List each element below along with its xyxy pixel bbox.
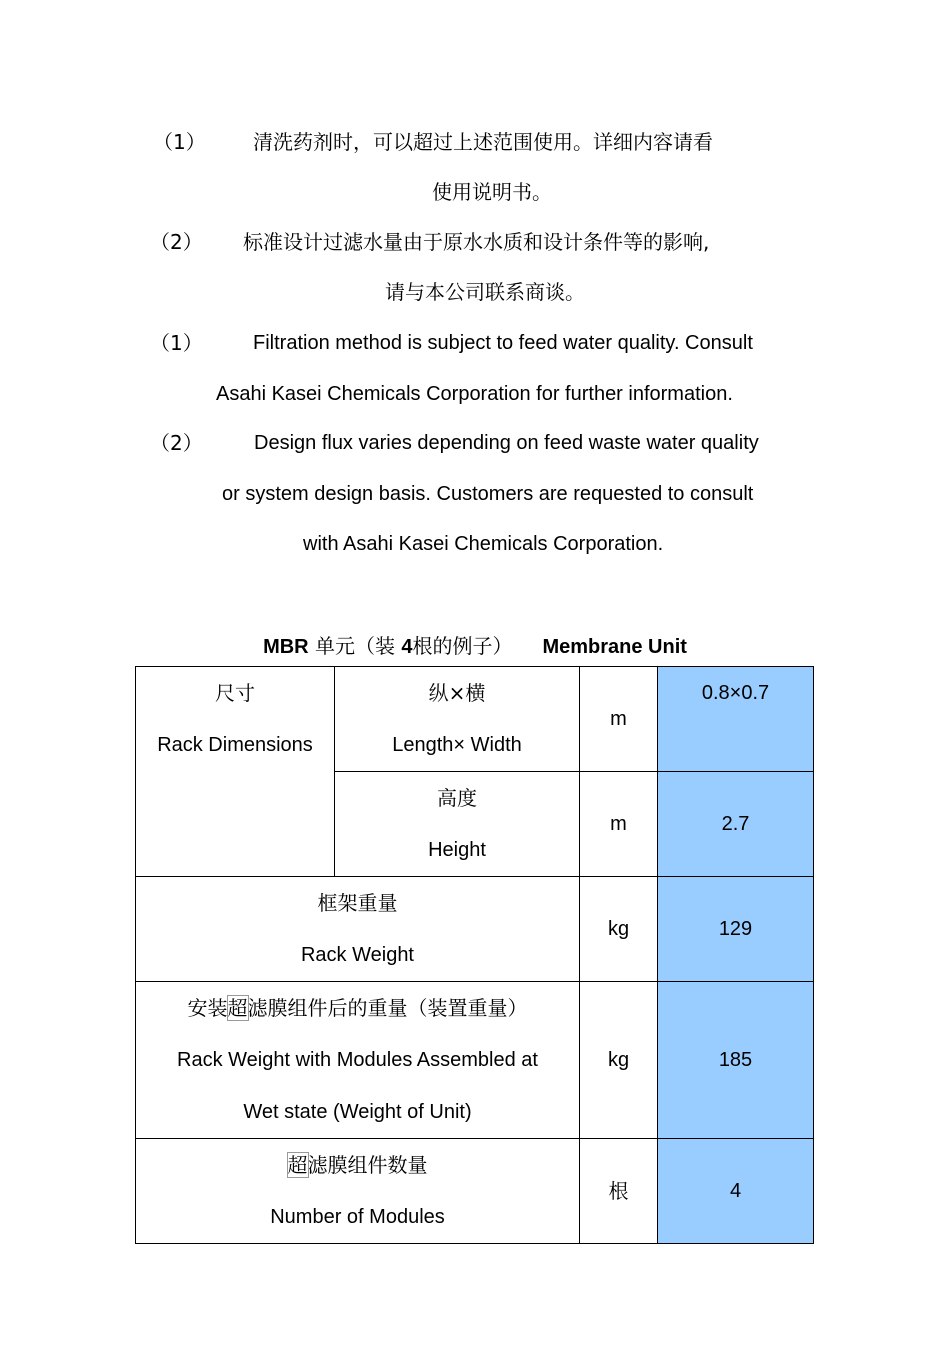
num-cn-b: 滤膜组件数量 bbox=[307, 1153, 428, 1177]
wet-weight-cell bbox=[136, 982, 580, 1139]
note-cn-2-number: （2） bbox=[150, 230, 203, 254]
table-row bbox=[136, 1139, 814, 1244]
dim-cn: 尺寸 bbox=[215, 681, 255, 705]
wet-en-2: Wet state (Weight of Unit) bbox=[243, 1101, 472, 1123]
rw-unit: kg bbox=[580, 877, 658, 982]
lw-en: Length× Width bbox=[392, 734, 522, 756]
rw-en: Rack Weight bbox=[300, 944, 414, 966]
num-cn bbox=[136, 1139, 579, 1191]
table-title bbox=[0, 630, 950, 659]
rack-weight-cell bbox=[136, 877, 580, 982]
table-row bbox=[136, 877, 814, 982]
note-cn-2-line2: 请与本公司联系商谈。 bbox=[385, 280, 585, 304]
wet-cn-box: 超 bbox=[227, 996, 248, 1020]
h-cn: 高度 bbox=[437, 786, 477, 810]
table-row bbox=[136, 982, 814, 1139]
note-en-1-line2: Asahi Kasei Chemicals Corporation for further information. bbox=[216, 383, 733, 405]
length-width-cell bbox=[335, 667, 580, 772]
table-title-cn-a: 单元（装 bbox=[314, 634, 395, 658]
dim-en: Rack Dimensions bbox=[157, 734, 313, 756]
h-value: 2.7 bbox=[658, 772, 814, 877]
num-en: Number of Modules bbox=[270, 1206, 445, 1228]
rack-dimensions-header bbox=[136, 667, 335, 877]
rw-value: 129 bbox=[658, 877, 814, 982]
height-cell bbox=[335, 772, 580, 877]
rw-cn: 框架重量 bbox=[317, 891, 398, 915]
wet-cn-b: 滤膜组件后的重量（装置重量） bbox=[247, 996, 528, 1020]
lw-cn: 纵×横 bbox=[428, 681, 486, 705]
note-en-1-number: （1） bbox=[150, 331, 203, 355]
note-en-2-line1: Design flux varies depending on feed waste water quality bbox=[254, 432, 759, 454]
h-en: Height bbox=[428, 839, 486, 861]
wet-unit: kg bbox=[580, 982, 658, 1139]
num-value: 4 bbox=[658, 1139, 814, 1244]
note-en-2-line3: with Asahi Kasei Chemicals Corporation. bbox=[303, 533, 664, 555]
note-cn-1-line1: 清洗药剂时，可以超过上述范围使用。详细内容请看 bbox=[253, 130, 713, 154]
table-title-mbr: MBR bbox=[263, 636, 309, 658]
wet-en-1: Rack Weight with Modules Assembled at bbox=[177, 1049, 538, 1071]
table-row bbox=[136, 667, 814, 772]
h-unit: m bbox=[580, 772, 658, 877]
wet-value: 185 bbox=[658, 982, 814, 1139]
note-cn-1-line2: 使用说明书。 bbox=[432, 180, 552, 204]
num-unit: 根 bbox=[580, 1139, 658, 1244]
note-en-2-number: （2） bbox=[150, 431, 203, 455]
num-cn-box: 超 bbox=[287, 1153, 308, 1177]
table-title-cn-b: 根的例子） bbox=[412, 634, 513, 658]
note-en-1-line1: Filtration method is subject to feed water quality. Consult bbox=[253, 332, 753, 354]
lw-value: 0.8×0.7 bbox=[658, 667, 814, 772]
note-en-2-line2: or system design basis. Customers are requested to consult bbox=[222, 483, 754, 505]
wet-cn bbox=[136, 982, 579, 1034]
lw-unit: m bbox=[580, 667, 658, 772]
table-title-en: Membrane Unit bbox=[542, 636, 687, 658]
note-cn-2-line1: 标准设计过滤水量由于原水水质和设计条件等的影响, bbox=[243, 230, 710, 254]
module-count-cell bbox=[136, 1139, 580, 1244]
wet-cn-a: 安装 bbox=[187, 996, 228, 1020]
table-title-four: 4 bbox=[401, 636, 413, 658]
note-cn-1-number: （1） bbox=[153, 130, 206, 154]
membrane-unit-table bbox=[135, 666, 814, 1244]
